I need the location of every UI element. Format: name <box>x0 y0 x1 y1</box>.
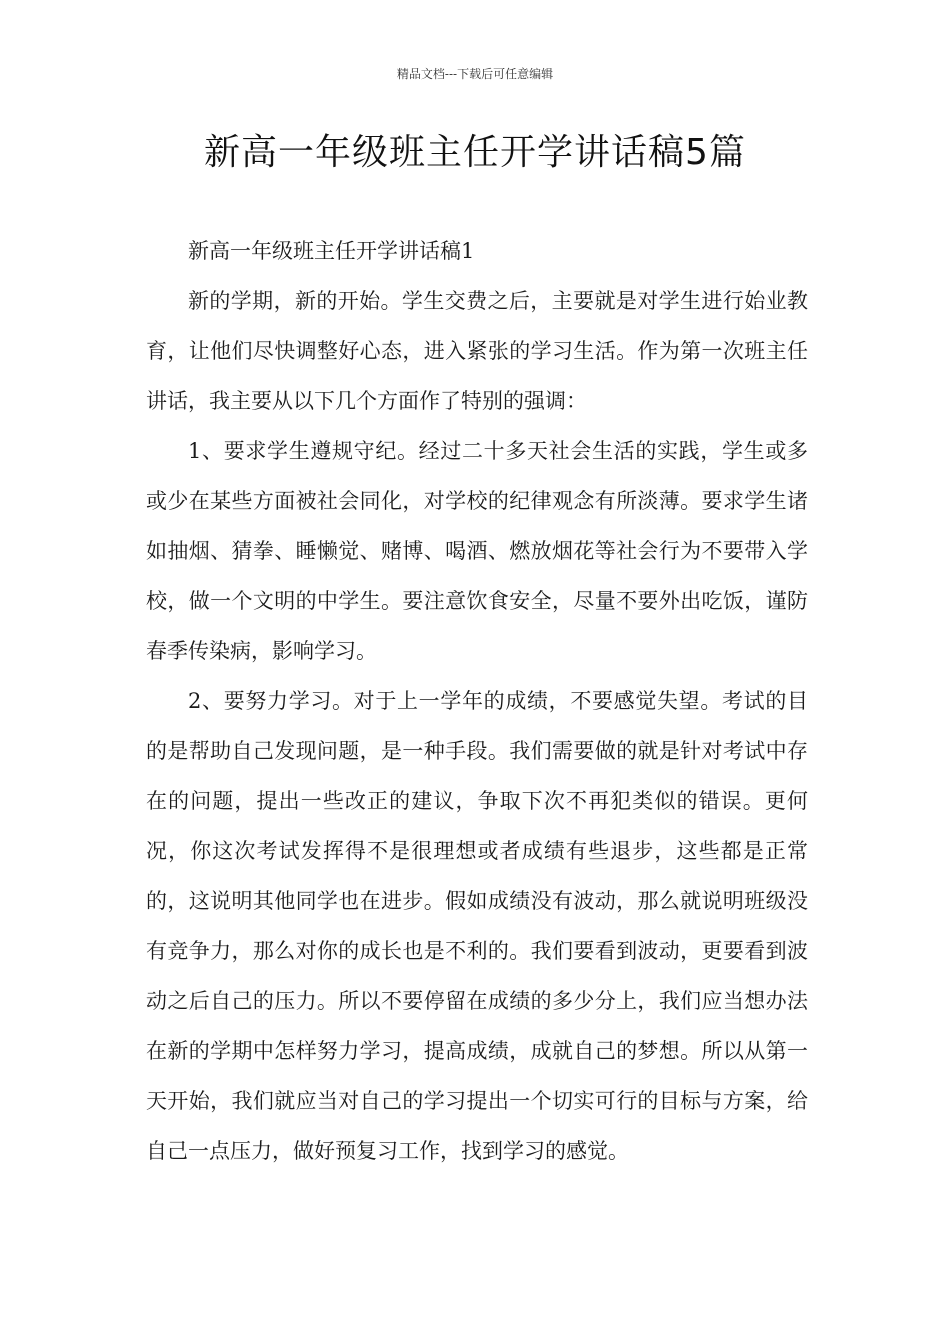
document-body <box>146 226 808 1176</box>
body-paragraph: 2、要努力学习。对于上一学年的成绩，不要感觉失望。考试的目的是帮助自己发现问题，是一种手段。我们需要做的就是针对考试中存在的问题，提出一些改正的建议，争取下次不再犯类似的错误。更何况，你这次考试发挥得不是很理想或者成绩有些退步，这些都是正常的，这说明其他同学也在进步。假如成绩没有波动，那么就说明班级没有竞争力，那么对你的成长也是不利的。我们要看到波动，更要看到波动之后自己的压力。所以不要停留在成绩的多少分上，我们应当想办法在新的学期中怎样努力学习，提高成绩，成就自己的梦想。所以从第一天开始，我们就应当对自己的学习提出一个切实可行的目标与方案，给自己一点压力，做好预复习工作，找到学习的感觉。 <box>146 689 808 1163</box>
body-paragraph: 1、要求学生遵规守纪。经过二十多天社会生活的实践，学生或多或少在某些方面被社会同化，对学校的纪律观念有所淡薄。要求学生诸如抽烟、猜拳、睡懒觉、赌博、喝酒、燃放烟花等社会行为不要带入学校，做一个文明的中学生。要注意饮食安全，尽量不要外出吃饭，谨防春季传染病，影响学习。 <box>146 439 808 663</box>
section-heading: 新高一年级班主任开学讲话稿1 <box>188 239 475 263</box>
body-paragraph: 新的学期，新的开始。学生交费之后，主要就是对学生进行始业教育，让他们尽快调整好心态，进入紧张的学习生活。作为第一次班主任讲话，我主要从以下几个方面作了特别的强调： <box>146 289 808 413</box>
header-note: 精品文档---下载后可任意编辑 <box>396 67 554 81</box>
document-title: 新高一年级班主任开学讲话稿5篇 <box>204 132 746 173</box>
